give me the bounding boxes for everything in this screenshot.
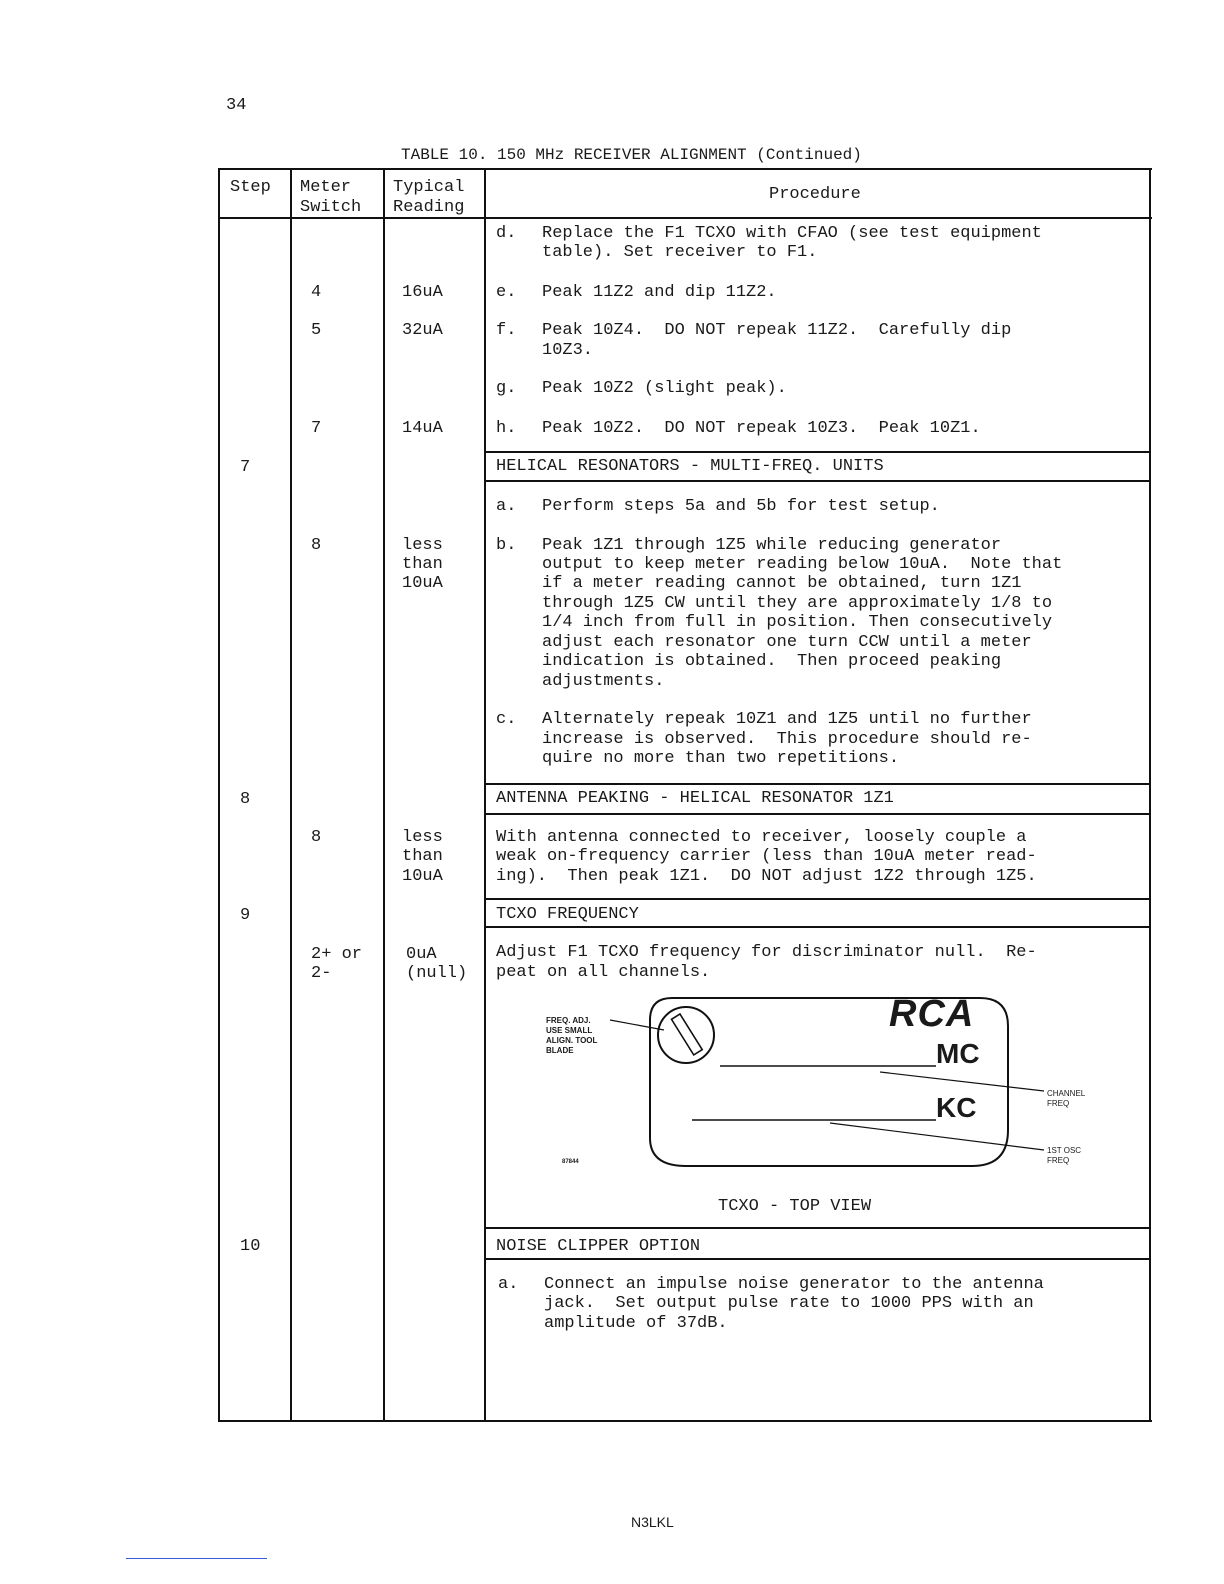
step-10-heading: NOISE CLIPPER OPTION: [496, 1237, 701, 1256]
step-8-heading: ANTENNA PEAKING - HELICAL RESONATOR 1Z1: [496, 789, 894, 808]
figure-code: 87844: [562, 1159, 579, 1165]
step-8-line1: With antenna connected to receiver, loosely couple a: [496, 828, 1027, 847]
step-7c-line2: increase is observed. This procedure should re-: [542, 730, 1032, 749]
header-typical-reading-l2: Reading: [393, 198, 465, 217]
row-g-letter: g.: [496, 379, 517, 398]
row-f-line2: 10Z3.: [542, 341, 594, 360]
step-7b-line1: Peak 1Z1 through 1Z5 while reducing generator: [542, 536, 1002, 555]
step-8-number: 8: [240, 790, 251, 809]
page-number: 34: [226, 96, 247, 115]
step-7-heading: HELICAL RESONATORS - MULTI-FREQ. UNITS: [496, 457, 884, 476]
freq-adj-label-l2: USE SMALL: [546, 1026, 593, 1035]
step-7b-line8: adjustments.: [542, 672, 665, 691]
step-7b-reading-l3: 10uA: [402, 574, 443, 593]
kc-label: KC: [936, 1092, 977, 1123]
channel-freq-label-l1: CHANNEL: [1047, 1089, 1086, 1098]
step-7b-reading-l2: than: [402, 555, 443, 574]
step-7b-letter: b.: [496, 536, 517, 555]
step-9-line2: peat on all channels.: [496, 963, 711, 982]
table-title: TABLE 10. 150 MHz RECEIVER ALIGNMENT (Continued): [401, 146, 862, 164]
step-8-line2: weak on-frequency carrier (less than 10uA meter read-: [496, 847, 1037, 866]
step-9-line1: Adjust F1 TCXO frequency for discriminator null. Re-: [496, 943, 1037, 962]
step-7-number: 7: [240, 458, 251, 477]
header-meter-switch-l1: Meter: [300, 178, 352, 197]
step-7b-reading-l1: less: [402, 536, 443, 555]
header-procedure: Procedure: [769, 185, 861, 204]
step-10-number: 10: [240, 1237, 261, 1256]
step-8-meter: 8: [311, 828, 322, 847]
freq-adj-label-l4: BLADE: [546, 1046, 574, 1055]
first-osc-freq-label-l1: 1ST OSC: [1047, 1146, 1082, 1155]
step-10a-line3: amplitude of 37dB.: [544, 1314, 728, 1333]
freq-adj-label-l3: ALIGN. TOOL: [546, 1036, 598, 1045]
header-typical-reading-l1: Typical: [393, 178, 465, 197]
row-e-meter: 4: [311, 283, 322, 302]
tcxo-diagram: [500, 990, 1140, 1180]
step-7c-line1: Alternately repeak 10Z1 and 1Z5 until no further: [542, 710, 1032, 729]
row-f-meter: 5: [311, 321, 322, 340]
row-d-letter: d.: [496, 224, 517, 243]
step-7b-line3: if a meter reading cannot be obtained, turn 1Z1: [542, 574, 1022, 593]
row-h-line1: Peak 10Z2. DO NOT repeak 10Z3. Peak 10Z1.: [542, 419, 981, 438]
step-7b-line5: 1/4 inch from full in position. Then consecutively: [542, 613, 1053, 632]
footer-callsign: N3LKL: [631, 1514, 674, 1530]
step-7b-line6: adjust each resonator one turn CCW until a meter: [542, 633, 1032, 652]
row-e-letter: e.: [496, 283, 517, 302]
step-7b-line2: output to keep meter reading below 10uA. Note that: [542, 555, 1063, 574]
step-8-line3: ing). Then peak 1Z1. DO NOT adjust 1Z2 through 1Z5.: [496, 867, 1037, 886]
step-7b-meter: 8: [311, 536, 322, 555]
row-h-letter: h.: [496, 419, 517, 438]
step-8-reading-l3: 10uA: [402, 867, 443, 886]
rca-logo: RCA: [889, 993, 975, 1035]
row-h-reading: 14uA: [402, 419, 443, 438]
step-7c-letter: c.: [496, 710, 517, 729]
row-f-line1: Peak 10Z4. DO NOT repeak 11Z2. Carefully dip: [542, 321, 1012, 340]
freq-adj-label-l1: FREQ. ADJ.: [546, 1016, 591, 1025]
figure-caption: TCXO - TOP VIEW: [718, 1197, 872, 1216]
step-8-reading-l2: than: [402, 847, 443, 866]
row-f-reading: 32uA: [402, 321, 443, 340]
step-7b-line7: indication is obtained. Then proceed peaking: [542, 652, 1002, 671]
row-d-line2: table). Set receiver to F1.: [542, 243, 818, 262]
header-step: Step: [230, 178, 271, 197]
step-9-number: 9: [240, 906, 251, 925]
header-meter-switch-l2: Switch: [300, 198, 362, 217]
step-9-reading-l1: 0uA: [406, 945, 437, 964]
channel-freq-label-l2: FREQ: [1047, 1099, 1070, 1108]
row-e-line1: Peak 11Z2 and dip 11Z2.: [542, 283, 777, 302]
step-9-heading: TCXO FREQUENCY: [496, 905, 639, 924]
row-f-letter: f.: [496, 321, 517, 340]
freq-adj-screw-icon: [658, 1007, 714, 1063]
row-d-line1: Replace the F1 TCXO with CFAO (see test equipment: [542, 224, 1042, 243]
step-7b-line4: through 1Z5 CW until they are approximately 1/8 to: [542, 594, 1053, 613]
row-e-reading: 16uA: [402, 283, 443, 302]
row-g-line1: Peak 10Z2 (slight peak).: [542, 379, 787, 398]
step-7a-letter: a.: [496, 497, 517, 516]
step-9-meter-l1: 2+ or: [311, 945, 363, 964]
step-8-reading-l1: less: [402, 828, 443, 847]
step-9-meter-l2: 2-: [311, 964, 332, 983]
footnote-divider: [126, 1558, 267, 1559]
step-10a-letter: a.: [498, 1275, 519, 1294]
step-9-reading-l2: (null): [406, 964, 468, 983]
step-7a-line1: Perform steps 5a and 5b for test setup.: [542, 497, 940, 516]
step-10a-line2: jack. Set output pulse rate to 1000 PPS with an: [544, 1294, 1034, 1313]
step-10a-line1: Connect an impulse noise generator to the antenna: [544, 1275, 1044, 1294]
step-7c-line3: quire no more than two repetitions.: [542, 749, 900, 768]
row-h-meter: 7: [311, 419, 322, 438]
first-osc-freq-label-l2: FREQ: [1047, 1156, 1070, 1165]
mc-label: MC: [936, 1038, 980, 1069]
